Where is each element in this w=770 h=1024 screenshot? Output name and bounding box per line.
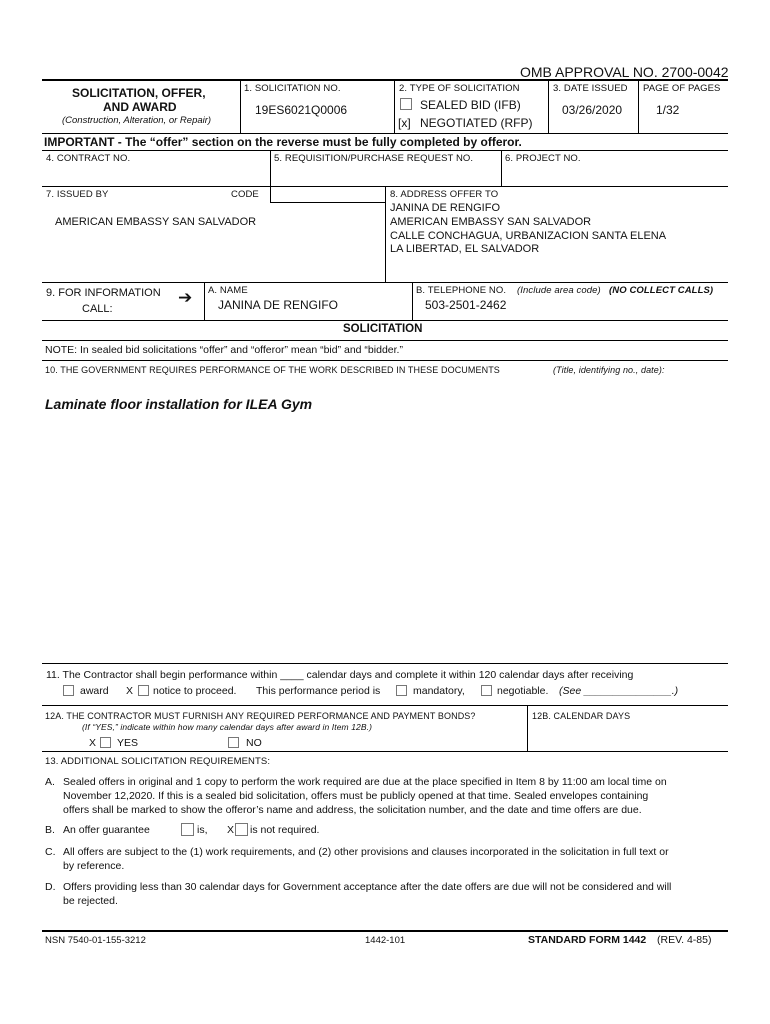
- header-divider-2: [394, 80, 395, 133]
- omb-approval-number: OMB APPROVAL NO. 2700-0042: [520, 64, 729, 80]
- code-box-bottom: [270, 202, 385, 203]
- performance-period-label: This performance period is: [256, 685, 381, 697]
- address-line-4: LA LIBERTAD, EL SALVADOR: [390, 243, 540, 255]
- info-call-label-2: CALL:: [82, 303, 113, 315]
- item10-label: 10. THE GOVERNMENT REQUIRES PERFORMANCE OF THE WORK DESCRIBED IN THESE DOCUMENTS: [45, 365, 500, 375]
- negotiable-label: negotiable.: [497, 685, 549, 697]
- guarantee-is-label: is,: [197, 824, 208, 836]
- solicitation-no-label: 1. SOLICITATION NO.: [244, 83, 341, 94]
- solicitation-heading-bottom: [42, 340, 728, 341]
- item12a-hint: (If “YES,” indicate within how many calendar days after award in Item 12B.): [82, 722, 373, 732]
- header-divider-4: [638, 80, 639, 133]
- mandatory-checkbox[interactable]: [396, 685, 407, 696]
- award-checkbox[interactable]: [63, 685, 74, 696]
- date-issued-label: 3. DATE ISSUED: [553, 83, 628, 94]
- notice-to-proceed-label: notice to proceed.: [153, 685, 237, 697]
- see-reference: (See _______________.): [559, 685, 679, 697]
- address-line-2: AMERICAN EMBASSY SAN SALVADOR: [390, 216, 592, 228]
- negotiable-checkbox[interactable]: [481, 685, 492, 696]
- item13a-line-3: offers shall be marked to show the offeror’s name and address, the solicitation number, and the date and time offers are due.: [63, 804, 642, 816]
- solicitation-heading-top: [42, 320, 728, 321]
- form-title-sub: (Construction, Alteration, or Repair): [62, 115, 212, 126]
- item13d-line-1: Offers providing less than 30 calendar days for Government acceptance after the date offers are due will not be considered and will: [63, 881, 672, 893]
- guarantee-x-mark: X: [227, 824, 235, 836]
- address-offer-label: 8. ADDRESS OFFER TO: [390, 189, 499, 200]
- item13a-letter: A.: [45, 776, 55, 788]
- item13a-line-1: Sealed offers in original and 1 copy to perform the work required are due at the place specified in Item 8 by 11:00 am local time on: [63, 776, 667, 788]
- item13d-line-2: be rejected.: [63, 895, 118, 907]
- item11-top-border: [42, 663, 728, 664]
- negotiated-mark: [x]: [398, 116, 411, 130]
- sealed-bid-label: SEALED BID (IFB): [420, 98, 521, 112]
- form-title-line1: SOLICITATION, OFFER,: [72, 86, 206, 100]
- contact-name-label: A. NAME: [208, 285, 248, 296]
- mandatory-label: mandatory,: [413, 685, 465, 697]
- page-of-pages-value: 1/32: [656, 103, 680, 117]
- telephone-label: B. TELEPHONE NO.: [416, 285, 507, 296]
- address-line-3: CALLE CONCHAGUA, URBANIZACION SANTA ELENA: [390, 230, 667, 242]
- row4-divider-1: [270, 150, 271, 186]
- issued-by-value: AMERICAN EMBASSY SAN SALVADOR: [55, 216, 257, 228]
- row9-top-border: [42, 282, 728, 283]
- bonds-no-checkbox[interactable]: [228, 737, 239, 748]
- important-notice: IMPORTANT - The “offer” section on the reverse must be fully completed by offeror.: [44, 135, 522, 149]
- standard-form-revision: (REV. 4-85): [657, 934, 712, 946]
- standard-form-name: STANDARD FORM 1442: [528, 934, 647, 946]
- sealed-bid-checkbox[interactable]: [400, 98, 412, 110]
- note-bottom-border: [42, 360, 728, 361]
- guarantee-is-checkbox[interactable]: [181, 823, 194, 836]
- solicitation-type-label: 2. TYPE OF SOLICITATION: [399, 83, 520, 94]
- telephone-value: 503-2501-2462: [425, 298, 507, 312]
- item13b-text: An offer guarantee: [63, 824, 150, 836]
- contact-name-value: JANINA DE RENGIFO: [218, 298, 339, 312]
- item12b-label: 12B. CALENDAR DAYS: [532, 711, 631, 721]
- bonds-yes-label: YES: [117, 737, 139, 749]
- row9-divider-2: [412, 282, 413, 320]
- item13c-line-2: by reference.: [63, 860, 125, 872]
- item13d-letter: D.: [45, 881, 56, 893]
- contract-no-label: 4. CONTRACT NO.: [46, 153, 131, 164]
- arrow-right-icon: ➔: [178, 288, 193, 307]
- date-issued-value: 03/26/2020: [562, 103, 623, 117]
- solicitation-no-value: 19ES6021Q0006: [255, 103, 348, 117]
- item13a-line-2: November 12,2020. If this is a sealed bid solicitation, offers must be publicly opened at that time. Sealed envelopes containing: [63, 790, 649, 802]
- telephone-hint: (Include area code): [517, 285, 601, 296]
- requisition-no-label: 5. REQUISITION/PURCHASE REQUEST NO.: [274, 153, 474, 164]
- notice-to-proceed-checkbox[interactable]: [138, 685, 149, 696]
- form-title-line2: AND AWARD: [103, 100, 177, 114]
- bid-note: NOTE: In sealed bid solicitations “offer” and “offeror” mean “bid” and “bidder.”: [45, 344, 403, 356]
- item12-divider: [527, 705, 528, 751]
- solicitation-heading: SOLICITATION: [343, 323, 423, 335]
- notice-x-mark: X: [126, 685, 134, 697]
- item13c-line-1: All offers are subject to the (1) work requirements, and (2) other provisions and clauses incorporated in the solicitation in full text or: [63, 846, 669, 858]
- header-divider-1: [240, 80, 241, 133]
- no-collect-calls: (NO COLLECT CALLS): [609, 285, 714, 296]
- item10-hint: (Title, identifying no., date):: [553, 365, 665, 375]
- code-label: CODE: [231, 189, 259, 200]
- item13b-letter: B.: [45, 824, 55, 836]
- item12a-label: 12A. THE CONTRACTOR MUST FURNISH ANY REQUIRED PERFORMANCE AND PAYMENT BONDS?: [45, 711, 476, 721]
- address-line-1: JANINA DE RENGIFO: [390, 202, 501, 214]
- row4-top-border: [42, 150, 728, 151]
- issued-by-label: 7. ISSUED BY: [46, 189, 109, 200]
- award-label: award: [80, 685, 109, 697]
- nsn-number: NSN 7540-01-155-3212: [45, 935, 146, 946]
- item11-line1: 11. The Contractor shall begin performance within ____ calendar days and complete it within 120 calendar days after receiving: [46, 669, 634, 681]
- header-bottom-border: [42, 133, 728, 134]
- work-title: Laminate floor installation for ILEA Gym: [45, 396, 313, 412]
- row7-divider: [385, 186, 386, 282]
- item13-label: 13. ADDITIONAL SOLICITATION REQUIREMENTS:: [45, 756, 271, 767]
- bonds-no-label: NO: [246, 737, 262, 749]
- bonds-yes-x-mark: X: [89, 737, 97, 749]
- negotiated-label: NEGOTIATED (RFP): [420, 116, 533, 130]
- item13c-letter: C.: [45, 846, 56, 858]
- form-bottom-border: [42, 930, 728, 932]
- bonds-yes-checkbox[interactable]: [100, 737, 111, 748]
- info-call-label-1: 9. FOR INFORMATION: [46, 287, 161, 299]
- guarantee-not-required-checkbox[interactable]: [235, 823, 248, 836]
- row4-divider-2: [501, 150, 502, 186]
- item13-top-border: [42, 751, 728, 752]
- form-top-border: [42, 79, 728, 81]
- project-no-label: 6. PROJECT NO.: [505, 153, 581, 164]
- page-of-pages-label: PAGE OF PAGES: [643, 83, 721, 94]
- row9-divider-1: [204, 282, 205, 320]
- item12-top-border: [42, 705, 728, 706]
- header-divider-3: [548, 80, 549, 133]
- form-code: 1442-101: [365, 935, 406, 946]
- guarantee-not-required-label: is not required.: [250, 824, 320, 836]
- code-box-left: [270, 186, 271, 202]
